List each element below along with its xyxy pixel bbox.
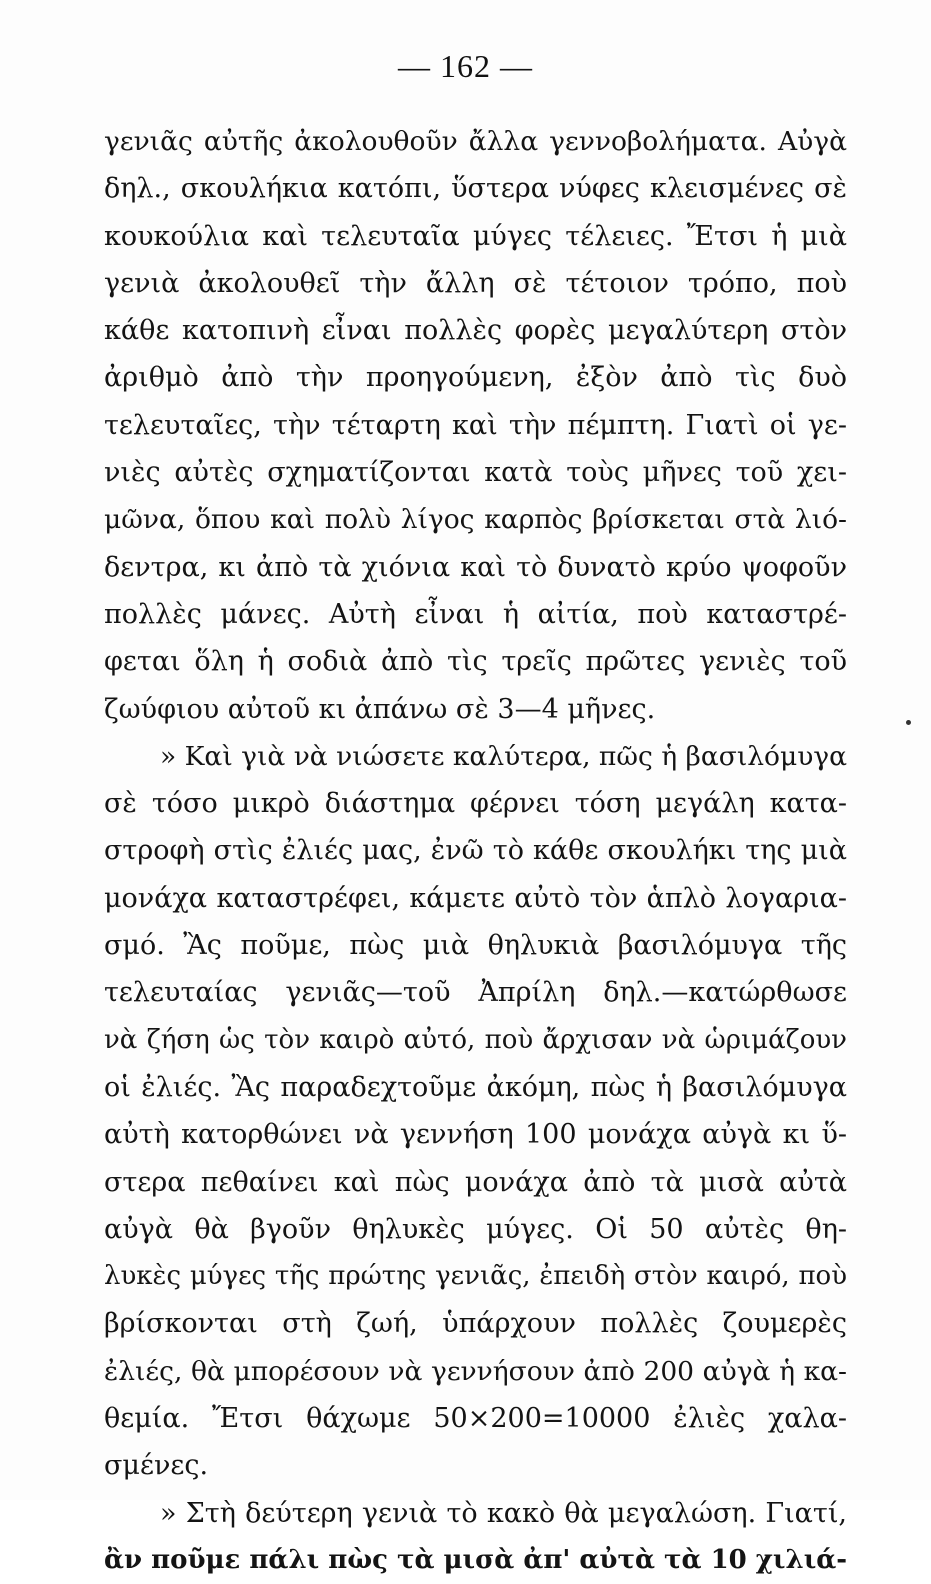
paragraph-start-line: » Στὴ δεύτερη γενιὰ τὸ κακὸ θὰ μεγαλώση. Γιατί, <box>160 1497 847 1529</box>
text-line: ἐλιές, θὰ μπορέσουν νὰ γεννήσουν ἀπὸ 200 αὐγὰ ἡ κα- <box>104 1355 847 1387</box>
text-line: ἀριθμὸ ἀπὸ τὴν προηγούμενη, ἐξὸν ἀπὸ τὶς δυὸ <box>104 362 847 394</box>
text-line: γενιὰ ἀκολουθεῖ τὴν ἄλλη σὲ τέτοιον τρόπο, ποὺ <box>104 267 847 299</box>
text-line: κουκούλια καὶ τελευταῖα μύγες τέλειες. Ἔτσι ἡ μιὰ <box>104 220 847 252</box>
page-number: — 162 — <box>398 48 533 84</box>
text-line: τελευταίας γενιᾶς—τοῦ Ἀπρίλη δηλ.—κατώρθωσε <box>104 977 847 1009</box>
text-line: νιὲς αὐτὲς σχηματίζονται κατὰ τοὺς μῆνες τοῦ χει- <box>104 457 847 489</box>
text-line: μονάχα καταστρέφει, κάμετε αὐτὸ τὸν ἁπλὸ λογαρια- <box>104 882 847 914</box>
text-line: στερα πεθαίνει καὶ πὼς μονάχα ἀπὸ τὰ μισὰ αὐτὰ <box>104 1166 847 1198</box>
text-line: νὰ ζήση ὡς τὸν καιρὸ αὐτό, ποὺ ἄρχισαν νὰ ὡριμάζουν <box>104 1024 847 1055</box>
text-line: σμένες. <box>104 1450 209 1482</box>
text-line: μῶνα, ὅπου καὶ πολὺ λίγος καρπὸς βρίσκεται στὰ λιό- <box>104 504 847 536</box>
text-line: οἱ ἐλιές. Ἂς παραδεχτοῦμε ἀκόμη, πὼς ἡ βασιλόμυγα <box>104 1071 847 1103</box>
text-line: γενιᾶς αὐτῆς ἀκολουθοῦν ἄλλα γεννοβολήματα. Αὐγὰ <box>104 126 847 157</box>
text-line: πολλὲς μάνες. Αὐτὴ εἶναι ἡ αἰτία, ποὺ καταστρέ- <box>104 598 847 630</box>
paragraph-start-line: » Καὶ γιὰ νὰ νιώσετε καλύτερα, πῶς ἡ βασιλόμυγα <box>160 740 847 772</box>
text-line: ἂν ποῦμε πάλι πὼς τὰ μισὰ ἀπ' αὐτὰ τὰ 10 χιλιά- <box>104 1544 847 1575</box>
text-line: φεται ὅλη ἡ σοδιὰ ἀπὸ τὶς τρεῖς πρῶτες γενιὲς τοῦ <box>104 646 847 678</box>
text-line: αὐγὰ θὰ βγοῦν θηλυκὲς μύγες. Οἱ 50 αὐτὲς θη- <box>104 1213 847 1245</box>
text-line: σὲ τόσο μικρὸ διάστημα φέρνει τόση μεγάλη κατα- <box>104 788 847 820</box>
text-line: κάθε κατοπινὴ εἶναι πολλὲς φορὲς μεγαλύτερη στὸν <box>104 315 847 347</box>
body-text <box>104 118 847 1584</box>
text-line: σμό. Ἂς ποῦμε, πὼς μιὰ θηλυκιὰ βασιλόμυγα τῆς <box>104 930 847 962</box>
text-line: λυκὲς μύγες τῆς πρώτης γενιᾶς, ἐπειδὴ στὸν καιρό, ποὺ <box>104 1261 847 1292</box>
text-line: ζωύφιου αὐτοῦ κι ἀπάνω σὲ 3—4 μῆνες. <box>104 693 656 725</box>
text-line: τελευταῖες, τὴν τέταρτη καὶ τὴν πέμπτη. Γιατὶ οἱ γε- <box>104 409 847 441</box>
text-line: στροφὴ στὶς ἐλιές μας, ἐνῶ τὸ κάθε σκουλήκι της μιὰ <box>104 835 847 867</box>
text-line: αὐτὴ κατορθώνει νὰ γεννήση 100 μονάχα αὐγὰ κι ὕ- <box>104 1119 847 1151</box>
text-line: δεντρα, κι ἀπὸ τὰ χιόνια καὶ τὸ δυνατὸ κρύο ψοφοῦν <box>104 551 847 583</box>
text-line: θεμία. Ἔτσι θάχωμε 50×200=10000 ἐλιὲς χαλα- <box>104 1403 847 1435</box>
text-line: βρίσκονται στὴ ζωή, ὑπάρχουν πολλὲς ζουμερὲς <box>104 1308 847 1340</box>
ink-speck <box>906 720 911 725</box>
text-line: δηλ., σκουλήκια κατόπι, ὕστερα νύφες κλεισμένες σὲ <box>104 173 847 205</box>
